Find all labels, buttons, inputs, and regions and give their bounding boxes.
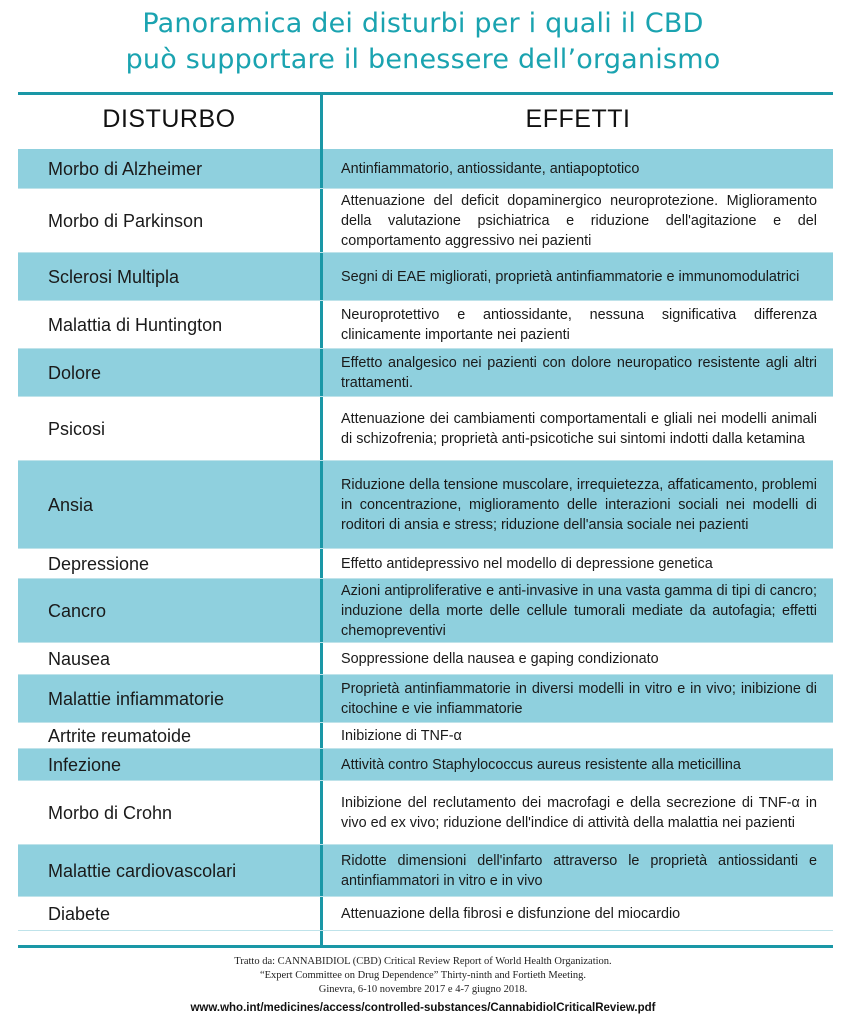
disturbo-cell: Sclerosi Multipla (18, 253, 320, 301)
effetti-text: Attenuazione della fibrosi e disfunzione del miocardio (341, 906, 681, 922)
effetti-cell (323, 749, 833, 781)
table-row (18, 397, 833, 461)
table-row (18, 675, 833, 723)
effetti-cell (323, 349, 833, 397)
disturbo-cell: Malattie infiammatorie (18, 675, 320, 723)
source-note (0, 955, 846, 997)
effetti-cell (323, 643, 833, 675)
disturbo-cell: Morbo di Crohn (48, 802, 173, 823)
effetti-text: Segni di EAE migliorati, proprietà antinfiammatorie e immunomodulatrici (341, 269, 800, 285)
effetti-cell (323, 781, 833, 845)
disturbo-cell: Morbo di Alzheimer (18, 149, 320, 189)
effetti-text: Proprietà antinfiammatorie in diversi modelli in vitro e in vivo; inibizione di citochine e vie infiammatorie (341, 681, 817, 717)
effetti-cell (323, 253, 833, 301)
disturbo-cell: Dolore (18, 349, 320, 397)
row-separator (18, 930, 833, 931)
table-row (18, 461, 833, 549)
effetti-cell (323, 301, 833, 349)
table-row (18, 897, 833, 931)
effetti-cell (323, 549, 833, 579)
effetti-cell (323, 579, 833, 643)
effetti-text: Azioni antiproliferative e anti-invasive in una vasta gamma di tipi di cancro; induzione della morte delle cellule tumorali mediate da autofagia; effetti chemopreventivi (341, 583, 817, 639)
effetti-cell (323, 675, 833, 723)
disturbo-cell: Cancro (18, 579, 320, 643)
source-line-1: Tratto da: CANNABIDIOL (CBD) Critical Review Report of World Health Organization. (234, 956, 612, 967)
effetti-text: Attenuazione dei cambiamenti comportamentali e gliali nei modelli animali di schizofrenia; proprietà anti-psicotiche sui sintomi indotti dalla ketamina (341, 411, 817, 447)
table-row (18, 723, 833, 749)
disturbo-cell: Ansia (18, 461, 320, 549)
table-row (18, 549, 833, 579)
source-line-3: Ginevra, 6-10 novembre 2017 e 4-7 giugno 2018. (318, 984, 528, 995)
table-row (18, 349, 833, 397)
effetti-cell (323, 189, 833, 253)
effetti-text: Soppressione della nausea e gaping condizionato (341, 651, 659, 667)
effetti-cell (323, 845, 833, 897)
table-header (18, 95, 833, 149)
effetti-text: Neuroprotettivo e antiossidante, nessuna significativa differenza clinicamente importante nei pazienti (341, 307, 817, 343)
effetti-text: Ridotte dimensioni dell'infarto attraverso le proprietà antiossidanti e antinfiammatori in vitro e in vivo (341, 853, 817, 889)
effetti-cell (323, 897, 833, 931)
table-row (18, 189, 833, 253)
disturbo-cell: Malattie cardiovascolari (18, 845, 320, 897)
effetti-text: Inibizione di TNF-α (341, 728, 462, 744)
table-row (18, 643, 833, 675)
source-url[interactable]: www.who.int/medicines/access/controlled-substances/CannabidiolCriticalReview.pdf (190, 1002, 656, 1014)
header-effetti: EFFETTI (525, 105, 631, 133)
disturbo-cell: Infezione (18, 749, 320, 781)
effetti-text: Attività contro Staphylococcus aureus resistente alla meticillina (341, 757, 741, 773)
effetti-text: Attenuazione del deficit dopaminergico neuroprotezione. Miglioramento della valutazione psichiatrica e riduzione dell'agitazione e del comportamento aggressivo nei pazienti (341, 193, 817, 249)
source-line-2: “Expert Committee on Drug Dependence” Thirty-ninth and Fortieth Meeting. (259, 970, 587, 981)
page-title (0, 6, 846, 78)
effetti-cell (323, 149, 833, 189)
table-row (18, 301, 833, 349)
disturbo-cell: Nausea (48, 648, 111, 669)
table-row (18, 149, 833, 189)
effetti-text: Antinfiammatorio, antiossidante, antiapoptotico (341, 161, 640, 177)
table-row (18, 253, 833, 301)
disturbo-cell: Psicosi (48, 418, 106, 439)
title-line-1: Panoramica dei disturbi per i quali il CBD (142, 8, 704, 39)
title-line-2: può supportare il benessere dell’organismo (125, 44, 721, 75)
effetti-text: Riduzione della tensione muscolare, irrequietezza, affaticamento, problemi in concentrazione, miglioramento delle interazioni sociali nei modelli di roditori di ansia e stress; riduzione dell'ansia sociale nei pazienti (341, 477, 817, 533)
effetti-text: Effetto analgesico nei pazienti con dolore neuropatico resistente agli altri trattamenti. (341, 355, 817, 391)
table-bottom-rule (18, 945, 833, 948)
header-disturbo: DISTURBO (102, 105, 236, 133)
disorders-table (18, 92, 833, 948)
disturbo-cell: Depressione (48, 553, 150, 574)
disturbo-cell: Morbo di Parkinson (48, 210, 204, 231)
disturbo-cell: Malattia di Huntington (48, 314, 223, 335)
effetti-text: Inibizione del reclutamento dei macrofagi e della secrezione di TNF-α in vivo ed ex vivo; riduzione dell'indice di attività della malattia nei pazienti (341, 795, 817, 831)
effetti-cell (323, 461, 833, 549)
table-row (18, 781, 833, 845)
table-row (18, 845, 833, 897)
table-row (18, 579, 833, 643)
effetti-cell (323, 397, 833, 461)
disturbo-cell: Diabete (48, 903, 111, 924)
effetti-cell (323, 723, 833, 749)
effetti-text: Effetto antidepressivo nel modello di depressione genetica (341, 556, 713, 572)
table-row (18, 749, 833, 781)
disturbo-cell: Artrite reumatoide (48, 725, 192, 746)
